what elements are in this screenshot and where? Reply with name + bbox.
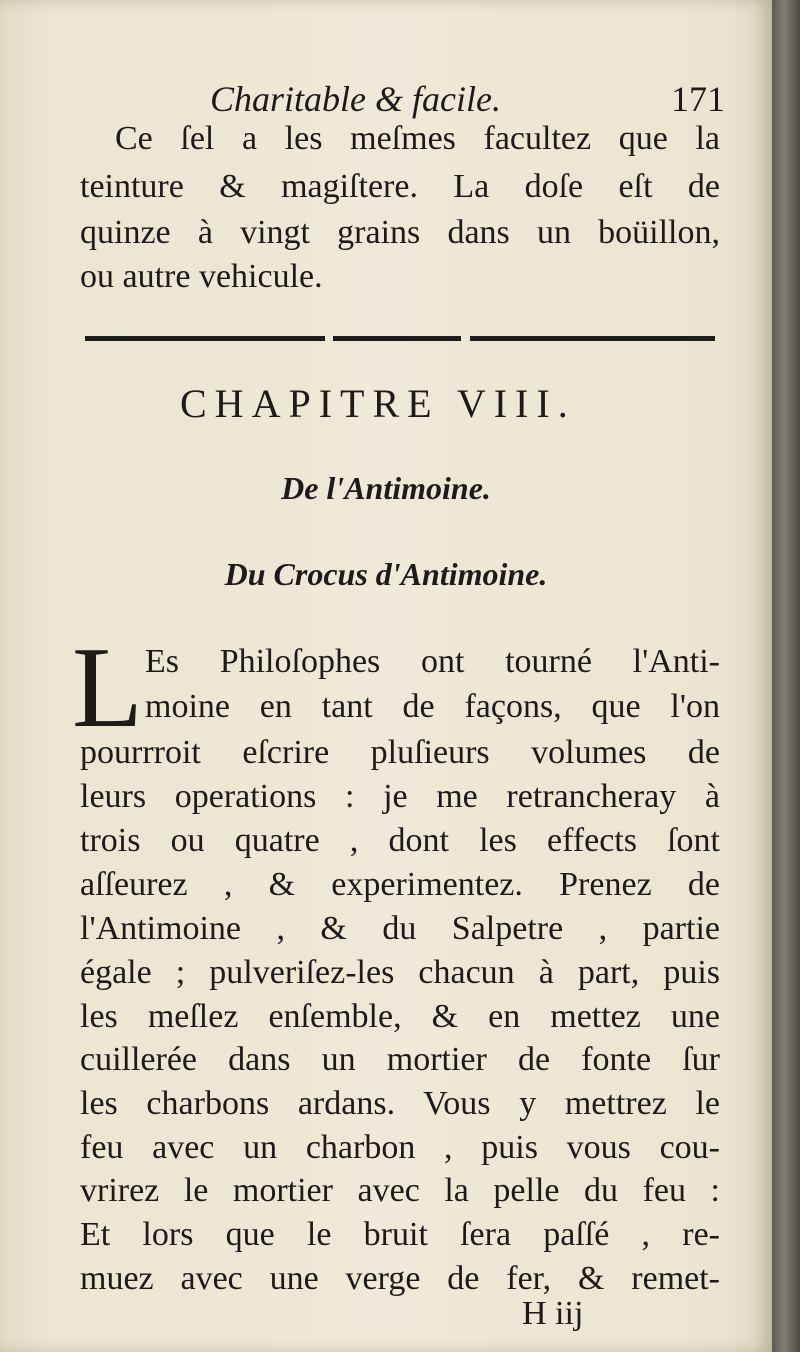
body-line: aſſeurez , & experimentez. Prenez de <box>80 866 720 903</box>
body-line: cuillerée dans un mortier de fonte ſur <box>80 1041 720 1078</box>
body-line: les meſlez enſemble, & en mettez une <box>80 998 720 1035</box>
section-title: Du Crocus d'Antimoine. <box>224 556 548 592</box>
body-line: Et lors que le bruit ſera paſſé , re- <box>80 1216 720 1253</box>
body-line: vrirez le mortier avec la pelle du feu : <box>80 1172 720 1209</box>
chapter-subtitle: De l'Antimoine. <box>281 470 491 506</box>
top-paragraph-line: ou autre vehicule. <box>80 258 323 295</box>
body-line: égale ; pulveriſez-les chacun à part, puis <box>80 954 720 991</box>
body-line: les charbons ardans. Vous y mettrez le <box>80 1085 720 1122</box>
drop-cap: L <box>72 624 143 752</box>
ornamental-rule <box>333 336 461 341</box>
ornamental-rule <box>470 336 715 341</box>
body-line: pourrroit eſcrire pluſieurs volumes de <box>80 734 720 771</box>
ornamental-rule <box>85 336 325 341</box>
chapter-heading: CHAPITRE VIII. <box>180 381 576 426</box>
page-number: 171 <box>671 79 725 119</box>
page-edge-shadow <box>772 0 800 1352</box>
body-line: Es Philoſophes ont tourné l'Anti- <box>145 643 720 680</box>
body-line: moine en tant de façons, que l'on <box>145 688 720 725</box>
running-title: Charitable & facile. <box>210 79 501 119</box>
body-line: leurs operations : je me retrancheray à <box>80 778 720 815</box>
body-line: l'Antimoine , & du Salpetre , partie <box>80 910 720 947</box>
top-paragraph-line: teinture & magiſtere. La doſe eſt de <box>80 168 720 205</box>
body-line: muez avec une verge de fer, & remet- <box>80 1260 720 1297</box>
body-line: feu avec un charbon , puis vous cou- <box>80 1129 720 1166</box>
top-paragraph-line: quinze à vingt grains dans un boüillon, <box>80 214 720 251</box>
body-line: trois ou quatre , dont les effects ſont <box>80 822 720 859</box>
top-paragraph-line: Ce ſel a les meſmes facultez que la <box>115 120 720 157</box>
signature-mark: H iij <box>522 1295 584 1332</box>
